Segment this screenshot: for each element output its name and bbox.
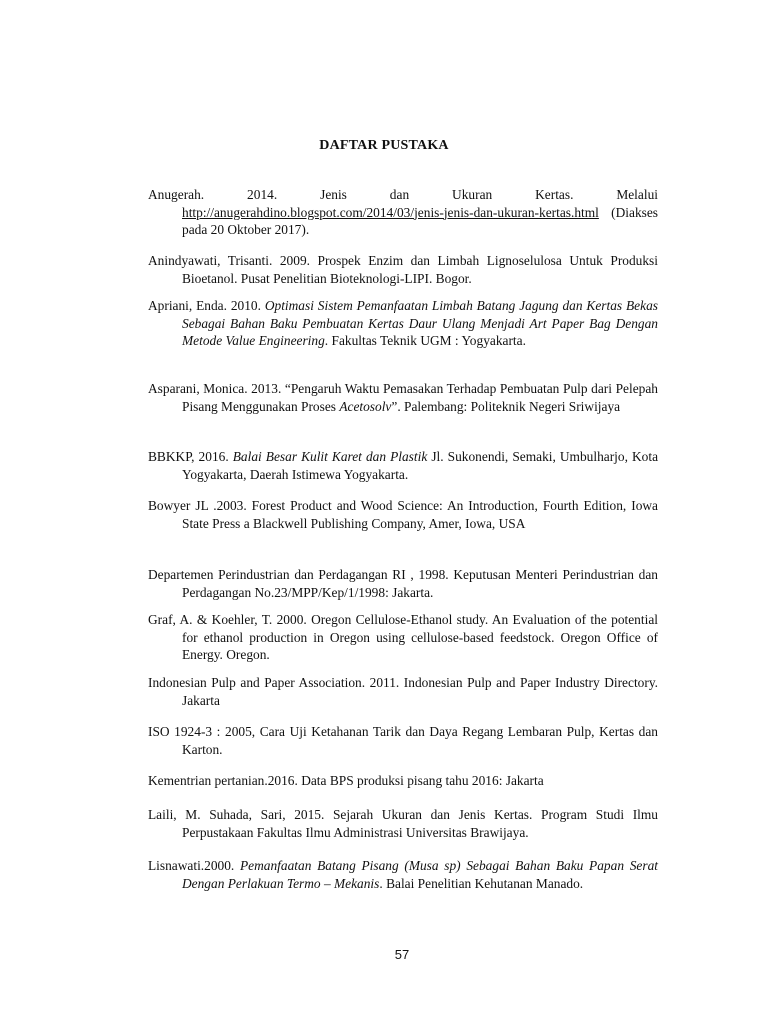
reference-entry	[148, 723, 658, 758]
reference-text: Jl. Sukonendi, Semaki, Umbulharjo, Kota Yogyakarta, Daerah Istimewa Yogyakarta.	[182, 449, 659, 482]
reference-text: Laili, M. Suhada, Sari, 2015. Sejarah Ukuran dan Jenis Kertas. Program Studi Ilmu Perpustakaan Fakultas Ilmu Administrasi Universitas Brawijaya.	[148, 807, 658, 840]
reference-text: Indonesian Pulp and Paper Association. 2011. Indonesian Pulp and Paper Industry Directory. Jakarta	[148, 675, 658, 708]
reference-text: . Balai Penelitian Kehutanan Manado.	[379, 875, 584, 891]
reference-text: Bowyer JL .2003. Forest Product and Wood Science: An Introduction, Fourth Edition, Iowa State Press a Blackwell Publishing Company, Amer, Iowa, USA	[148, 498, 658, 531]
page-title: DAFTAR PUSTAKA	[319, 138, 449, 153]
reference-entry	[148, 252, 658, 287]
reference-text: ”. Palembang: Politeknik Negeri Sriwijaya	[391, 398, 621, 414]
reference-text: Asparani, Monica. 2013. “Pengaruh Waktu Pemasakan Terhadap Pembuatan Pulp dari Pelepah Pisang Menggunakan Proses	[148, 381, 658, 414]
page-number: 57	[394, 947, 410, 962]
reference-entry	[148, 297, 658, 350]
reference-text: Lisnawati.2000.	[148, 858, 240, 873]
reference-entry	[148, 674, 658, 709]
reference-link[interactable]: http://anugerahdino.blogspot.com/2014/03/jenis-jenis-dan-ukuran-kertas.html	[182, 204, 599, 220]
reference-text: Graf, A. & Koehler, T. 2000. Oregon Cellulose-Ethanol study. An Evaluation of the potential for ethanol production in Oregon using cellulose-based feedstock. Oregon Office of Energy. Oregon.	[148, 612, 658, 662]
reference-title-italic: Acetosolv	[339, 398, 392, 414]
reference-text: Anindyawati, Trisanti. 2009. Prospek Enzim dan Limbah Lignoselulosa Untuk Produksi Bioetanol. Pusat Penelitian Bioteknologi-LIPI. Bogor.	[148, 253, 658, 286]
reference-title-italic: Optimasi Sistem Pemanfaatan Limbah Batang Jagung dan Kertas Bekas Sebagai Bahan Baku Pembuatan Kertas Daur Ulang Menjadi Art Paper Bag Dengan Metode Value Engineering	[182, 298, 658, 348]
reference-text: Anugerah. 2014. Jenis dan Ukuran Kertas. Melalui	[148, 187, 658, 202]
reference-entry	[148, 857, 658, 892]
reference-title-italic: Pemanfaatan Batang Pisang (Musa sp) Sebagai Bahan Baku Papan Serat Dengan Perlakuan Termo – Mekanis	[182, 858, 658, 891]
reference-text: ISO 1924-3 : 2005, Cara Uji Ketahanan Tarik dan Daya Regang Lembaran Pulp, Kertas dan Karton.	[148, 724, 658, 757]
reference-entry	[148, 611, 658, 664]
reference-text: Departemen Perindustrian dan Perdagangan RI , 1998. Keputusan Menteri Perindustrian dan Perdagangan No.23/MPP/Kep/1/1998: Jakarta.	[148, 567, 658, 600]
reference-text: Apriani, Enda. 2010.	[148, 298, 265, 313]
reference-entry	[148, 186, 658, 239]
reference-entry	[148, 806, 658, 841]
reference-entry	[148, 448, 658, 483]
reference-text: BBKKP, 2016.	[148, 449, 233, 464]
reference-title-italic: Balai Besar Kulit Karet dan Plastik	[232, 449, 428, 464]
reference-entry	[148, 566, 658, 601]
reference-text: . Fakultas Teknik UGM : Yogyakarta.	[324, 333, 526, 348]
reference-entry	[148, 380, 658, 415]
reference-text: (Diakses pada 20 Oktober 2017).	[182, 204, 658, 237]
reference-entry	[148, 497, 658, 532]
reference-entry	[148, 772, 658, 790]
reference-text: Kementrian pertanian.2016. Data BPS produksi pisang tahu 2016: Jakarta	[148, 773, 544, 788]
